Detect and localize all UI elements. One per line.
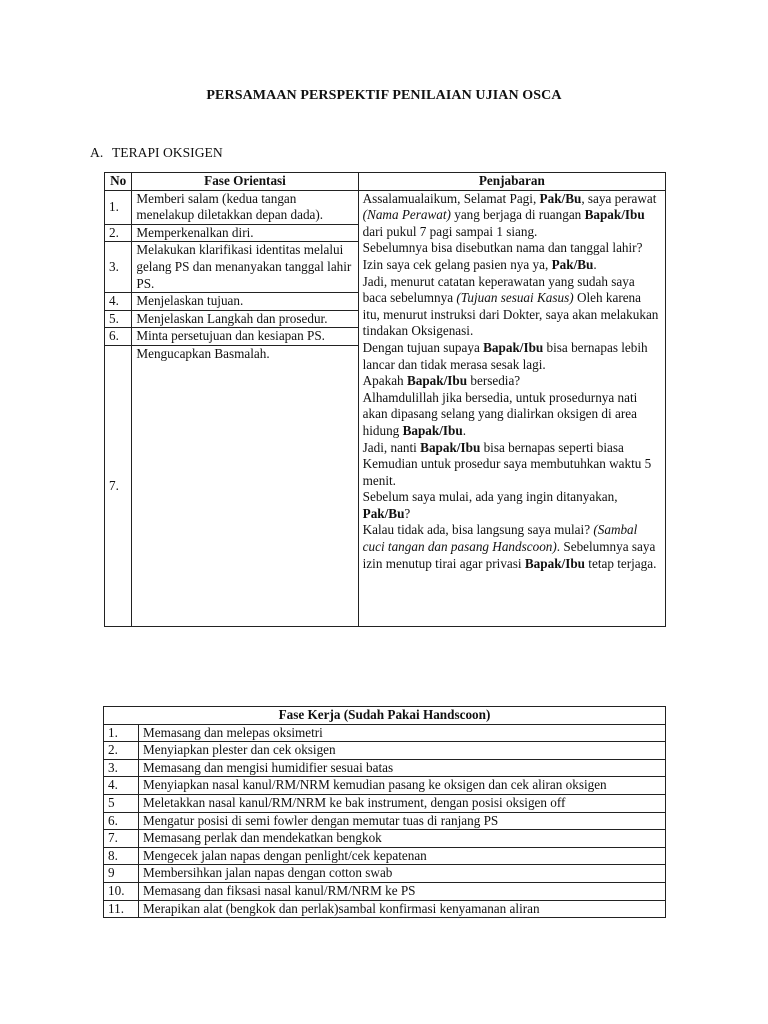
row-number: 2. <box>105 224 132 242</box>
emphasis-text: Bapak/Ibu <box>406 373 468 389</box>
text-run: . <box>593 256 597 272</box>
text-run: Sebelum saya mulai, ada yang ingin ditanyakan, <box>362 489 618 505</box>
table-row <box>104 900 666 918</box>
row-step: Mengatur posisi di semi fowler dengan memutar tuas di ranjang PS <box>139 812 666 830</box>
row-step: Memperkenalkan diri. <box>132 224 358 242</box>
section-letter: A. <box>90 145 104 160</box>
row-step: Minta persetujuan dan kesiapan PS. <box>132 328 358 346</box>
row-number: 7. <box>105 345 132 626</box>
orientasi-table <box>104 172 666 627</box>
emphasis-text: Pak/Bu <box>539 190 582 206</box>
text-run: Sebelumnya bisa disebutkan nama dan tanggal lahir? Izin saya cek gelang pasien nya ya, <box>362 240 643 272</box>
document-title: PERSAMAAN PERSPEKTIF PENILAIAN UJIAN OSCA <box>206 88 562 103</box>
row-step: Memasang dan melepas oksimetri <box>139 724 666 742</box>
emphasis-text: Pak/Bu <box>551 256 594 272</box>
row-number: 1. <box>104 724 139 742</box>
emphasis-text: Bapak/Ibu <box>420 439 481 455</box>
orientasi-header-row <box>105 173 666 191</box>
kerja-header-row <box>104 707 666 725</box>
kerja-table <box>103 706 666 918</box>
text-run: . <box>462 422 466 438</box>
text-run: Jadi, nanti <box>362 439 421 455</box>
row-number: 11. <box>104 900 139 918</box>
table-row <box>104 865 666 883</box>
row-step: Memasang dan mengisi humidifier sesuai batas <box>139 759 666 777</box>
row-number: 1. <box>105 190 132 224</box>
table-row <box>104 830 666 848</box>
row-number: 7. <box>104 830 139 848</box>
text-run: Kalau tidak ada, bisa langsung saya mulai? <box>362 522 594 538</box>
row-step: Menyiapkan plester dan cek oksigen <box>139 742 666 760</box>
table-row <box>104 794 666 812</box>
table-row <box>104 759 666 777</box>
section-heading <box>90 145 223 162</box>
row-number: 6. <box>105 328 132 346</box>
text-run: Kemudian untuk prosedur saya membutuhkan waktu 5 menit. <box>362 456 652 488</box>
italic-note: (Tujuan sesuai Kasus) <box>456 290 574 306</box>
row-step: Mengucapkan Basmalah. <box>132 345 358 626</box>
emphasis-text: Bapak/Ibu <box>524 555 585 571</box>
header-no: No <box>105 173 132 191</box>
row-step: Menyiapkan nasal kanul/RM/NRM kemudian pasang ke oksigen dan cek aliran oksigen <box>139 777 666 795</box>
header-fase-orientasi: Fase Orientasi <box>132 173 358 191</box>
row-number: 6. <box>104 812 139 830</box>
emphasis-text: Bapak/Ibu <box>402 422 463 438</box>
text-run: dari pukul 7 pagi sampai 1 siang. <box>362 223 538 239</box>
section-title: TERAPI OKSIGEN <box>112 145 223 160</box>
row-step: Memberi salam (kedua tangan menelakup diletakkan depan dada). <box>132 190 358 224</box>
row-number: 3. <box>104 759 139 777</box>
emphasis-text: Pak/Bu <box>362 505 405 521</box>
table-row <box>104 847 666 865</box>
penjabaran-text <box>358 190 665 626</box>
row-number: 8. <box>104 847 139 865</box>
row-number: 9 <box>104 865 139 883</box>
table-row <box>104 724 666 742</box>
row-step: Membersihkan jalan napas dengan cotton swab <box>139 865 666 883</box>
row-number: 4. <box>105 293 132 311</box>
text-run: Apakah <box>362 373 407 389</box>
text-run: Alhamdulillah jika bersedia, untuk prosedurnya nati akan dipasang selang yang dialirkan oksigen di area hidung <box>362 389 638 438</box>
italic-note: (Sambal cuci tangan dan pasang Handscoon) <box>362 522 638 555</box>
text-run: yang berjaga di ruangan <box>450 207 585 223</box>
row-step: Merapikan alat (bengkok dan perlak)sambal konfirmasi kenyamanan aliran <box>139 900 666 918</box>
row-step: Menjelaskan tujuan. <box>132 293 358 311</box>
table-row <box>104 742 666 760</box>
text-run: tetap terjaga. <box>585 555 657 571</box>
italic-note: (Nama Perawat) <box>362 207 451 223</box>
row-step: Mengecek jalan napas dengan penlight/cek kepatenan <box>139 847 666 865</box>
text-run: Jadi, menurut catatan keperawatan yang sudah saya baca sebelumnya <box>362 273 635 306</box>
row-number: 2. <box>104 742 139 760</box>
emphasis-text: Bapak/Ibu <box>584 207 645 223</box>
row-step: Memasang perlak dan mendekatkan bengkok <box>139 830 666 848</box>
text-run: ? <box>404 505 411 521</box>
row-number: 5. <box>105 310 132 328</box>
row-number: 3. <box>105 242 132 293</box>
table-row <box>104 777 666 795</box>
emphasis-text: Bapak/Ibu <box>483 339 544 355</box>
text-run: bisa bernapas lebih lancar dan tidak merasa sesak lagi. <box>362 339 648 372</box>
table-row <box>105 190 666 224</box>
row-number: 5 <box>104 794 139 812</box>
text-run: bisa bernapas seperti biasa <box>480 439 624 455</box>
table-row <box>104 812 666 830</box>
row-step: Memasang dan fiksasi nasal kanul/RM/NRM ke PS <box>139 882 666 900</box>
header-penjabaran: Penjabaran <box>358 173 665 191</box>
row-number: 4. <box>104 777 139 795</box>
text-run: Oleh karena itu, menurut instruksi dari Dokter, saya akan melakukan tindakan Oksigenasi. <box>362 290 659 339</box>
row-number: 10. <box>104 882 139 900</box>
text-run: Dengan tujuan supaya <box>362 339 484 355</box>
table-row <box>104 882 666 900</box>
text-run: Assalamualaikum, Selamat Pagi, <box>362 190 540 206</box>
text-run: bersedia? <box>467 373 521 389</box>
row-step: Menjelaskan Langkah dan prosedur. <box>132 310 358 328</box>
row-step: Meletakkan nasal kanul/RM/NRM ke bak instrument, dengan posisi oksigen off <box>139 794 666 812</box>
header-fase-kerja: Fase Kerja (Sudah Pakai Handscoon) <box>104 707 666 725</box>
row-step: Melakukan klarifikasi identitas melalui gelang PS dan menanyakan tanggal lahir PS. <box>132 242 358 293</box>
text-run: , saya perawat <box>581 190 657 206</box>
text-run: . Sebelumnya saya izin menutup tirai agar privasi <box>362 539 656 571</box>
